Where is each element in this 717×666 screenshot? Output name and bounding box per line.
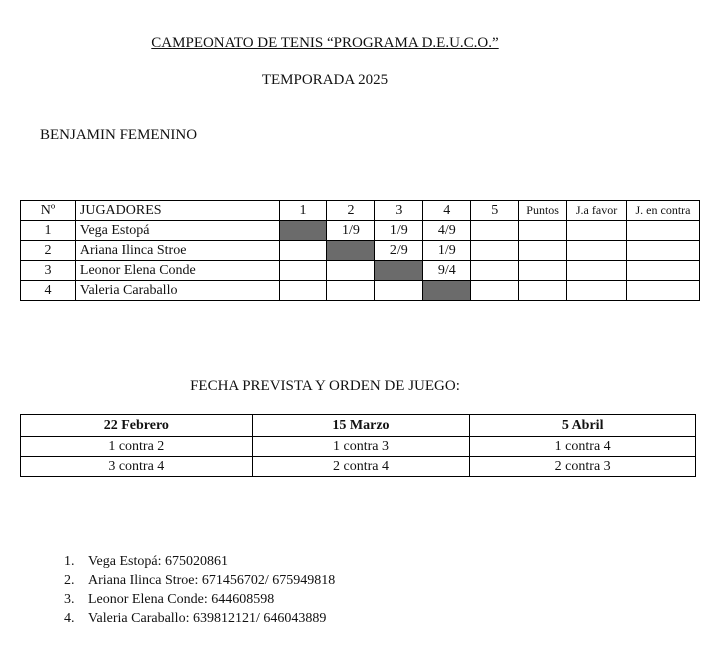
contact-text: Vega Estopá: 675020861 — [88, 554, 228, 569]
schedule-date: 22 Febrero — [21, 415, 253, 437]
player-name: Valeria Caraballo — [75, 281, 279, 301]
table-row — [21, 437, 696, 457]
header-cell: 1 — [279, 201, 327, 221]
points-cell — [519, 241, 567, 261]
score-cell — [279, 281, 327, 301]
table-row — [21, 281, 700, 301]
score-cell: 4/9 — [423, 221, 471, 241]
contact-text: Ariana Ilinca Stroe: 671456702/ 675949818 — [88, 573, 336, 588]
season-label: TEMPORADA 2025 — [261, 72, 389, 88]
games-against-cell — [627, 241, 700, 261]
player-number: 2 — [21, 241, 76, 261]
score-cell: 1/9 — [375, 221, 423, 241]
match-cell: 1 contra 2 — [21, 437, 253, 457]
player-name: Leonor Elena Conde — [75, 261, 279, 281]
header-cell: 2 — [327, 201, 375, 221]
list-item — [64, 552, 335, 571]
self-match-cell — [279, 221, 327, 241]
player-number: 3 — [21, 261, 76, 281]
table-row — [21, 261, 700, 281]
player-number: 1 — [21, 221, 76, 241]
list-item — [64, 571, 335, 590]
header-cell: 3 — [375, 201, 423, 221]
match-cell: 3 contra 4 — [21, 457, 253, 477]
self-match-cell — [423, 281, 471, 301]
match-cell: 2 contra 3 — [470, 457, 696, 477]
score-cell — [327, 281, 375, 301]
score-cell: 9/4 — [423, 261, 471, 281]
score-cell — [279, 241, 327, 261]
results-table — [20, 200, 700, 301]
list-number: 3. — [64, 592, 75, 607]
contact-text: Valeria Caraballo: 639812121/ 646043889 — [88, 611, 327, 626]
score-cell — [471, 241, 519, 261]
points-cell — [519, 281, 567, 301]
score-cell — [471, 221, 519, 241]
results-header-row — [21, 201, 700, 221]
match-cell: 2 contra 4 — [252, 457, 470, 477]
games-against-cell — [627, 221, 700, 241]
schedule-title: FECHA PREVISTA Y ORDEN DE JUEGO: — [190, 378, 460, 394]
games-for-cell — [567, 261, 627, 281]
list-number: 2. — [64, 573, 75, 588]
score-cell — [327, 261, 375, 281]
games-for-cell — [567, 241, 627, 261]
match-cell: 1 contra 3 — [252, 437, 470, 457]
header-cell: J. en contra — [627, 201, 700, 221]
score-cell: 1/9 — [423, 241, 471, 261]
score-cell: 2/9 — [375, 241, 423, 261]
self-match-cell — [327, 241, 375, 261]
document-title: CAMPEONATO DE TENIS “PROGRAMA D.E.U.C.O.” — [151, 35, 499, 51]
score-cell — [471, 281, 519, 301]
header-cell: J.a favor — [567, 201, 627, 221]
schedule-date: 5 Abril — [470, 415, 696, 437]
list-number: 4. — [64, 611, 75, 626]
player-name: Vega Estopá — [75, 221, 279, 241]
points-cell — [519, 261, 567, 281]
schedule-header-row — [21, 415, 696, 437]
games-against-cell — [627, 261, 700, 281]
header-cell: 4 — [423, 201, 471, 221]
table-row — [21, 221, 700, 241]
player-number: 4 — [21, 281, 76, 301]
header-cell: 5 — [471, 201, 519, 221]
score-cell — [279, 261, 327, 281]
schedule-table — [20, 414, 696, 477]
self-match-cell — [375, 261, 423, 281]
games-against-cell — [627, 281, 700, 301]
header-cell: Nº — [21, 201, 76, 221]
category-label: BENJAMIN FEMENINO — [40, 127, 198, 143]
player-name: Ariana Ilinca Stroe — [75, 241, 279, 261]
match-cell: 1 contra 4 — [470, 437, 696, 457]
header-cell: JUGADORES — [75, 201, 279, 221]
contact-list — [64, 552, 335, 628]
list-item — [64, 609, 335, 628]
schedule-date: 15 Marzo — [252, 415, 470, 437]
table-row — [21, 457, 696, 477]
points-cell — [519, 221, 567, 241]
score-cell — [471, 261, 519, 281]
games-for-cell — [567, 281, 627, 301]
score-cell: 1/9 — [327, 221, 375, 241]
list-number: 1. — [64, 554, 75, 569]
contact-text: Leonor Elena Conde: 644608598 — [88, 592, 275, 607]
list-item — [64, 590, 335, 609]
header-cell: Puntos — [519, 201, 567, 221]
score-cell — [375, 281, 423, 301]
table-row — [21, 241, 700, 261]
games-for-cell — [567, 221, 627, 241]
